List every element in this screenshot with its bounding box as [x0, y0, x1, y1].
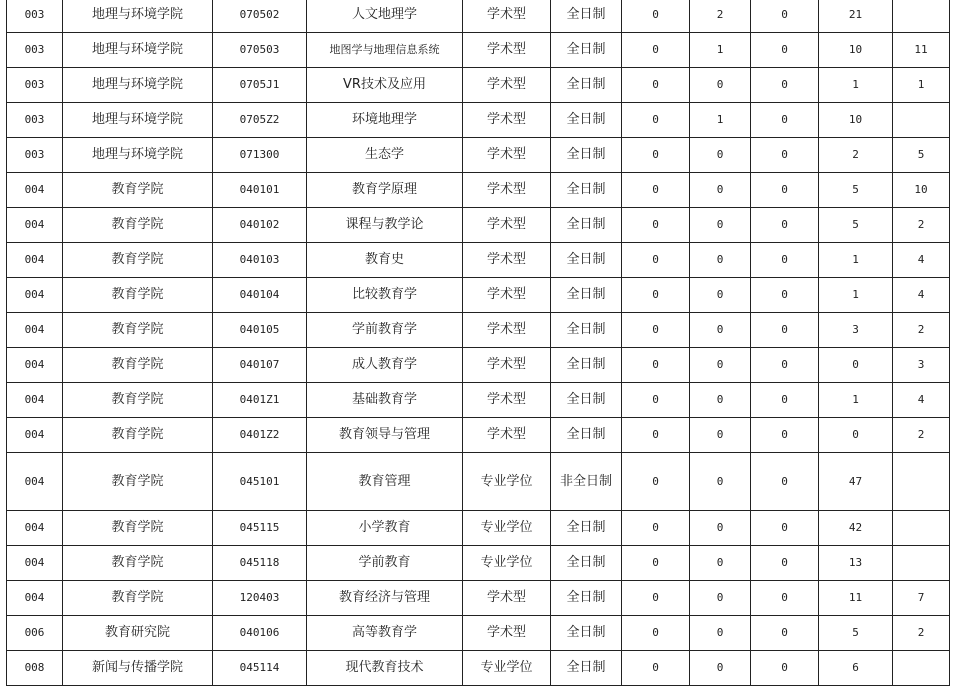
dept-name-cell: 教育学院 [63, 173, 213, 208]
study-mode-cell: 全日制 [551, 208, 622, 243]
study-mode-cell: 全日制 [551, 546, 622, 581]
major-code-cell: 0705Z2 [213, 103, 307, 138]
count-col-3-cell: 0 [751, 313, 819, 348]
count-col-1-cell: 0 [622, 418, 690, 453]
table-row [7, 418, 950, 453]
count-col-5-cell [893, 0, 950, 33]
major-code-cell: 040101 [213, 173, 307, 208]
count-col-5-cell [893, 103, 950, 138]
count-col-5-cell: 1 [893, 68, 950, 103]
count-col-5-cell: 10 [893, 173, 950, 208]
count-col-2-cell: 0 [690, 616, 751, 651]
count-col-2-cell: 0 [690, 348, 751, 383]
dept-name-cell: 教育学院 [63, 418, 213, 453]
count-col-3-cell: 0 [751, 208, 819, 243]
study-mode-cell: 全日制 [551, 138, 622, 173]
count-col-2-cell: 2 [690, 0, 751, 33]
count-col-1-cell: 0 [622, 208, 690, 243]
count-col-2-cell: 0 [690, 68, 751, 103]
count-col-3-cell: 0 [751, 651, 819, 686]
degree-type-cell: 专业学位 [463, 511, 551, 546]
degree-type-cell: 学术型 [463, 616, 551, 651]
dept-code-cell: 008 [7, 651, 63, 686]
table-row [7, 546, 950, 581]
study-mode-cell: 全日制 [551, 616, 622, 651]
count-col-2-cell: 0 [690, 383, 751, 418]
count-col-4-cell: 21 [819, 0, 893, 33]
count-col-1-cell: 0 [622, 546, 690, 581]
count-col-2-cell: 0 [690, 243, 751, 278]
degree-type-cell: 专业学位 [463, 651, 551, 686]
major-name-cell: 现代教育技术 [307, 651, 463, 686]
dept-code-cell: 004 [7, 243, 63, 278]
count-col-5-cell: 2 [893, 313, 950, 348]
degree-type-cell: 学术型 [463, 208, 551, 243]
table-row [7, 103, 950, 138]
major-code-cell: 040102 [213, 208, 307, 243]
count-col-1-cell: 0 [622, 33, 690, 68]
dept-code-cell: 004 [7, 453, 63, 511]
count-col-3-cell: 0 [751, 33, 819, 68]
major-name-cell: 小学教育 [307, 511, 463, 546]
major-code-cell: 040104 [213, 278, 307, 313]
count-col-2-cell: 0 [690, 138, 751, 173]
table-row [7, 208, 950, 243]
count-col-4-cell: 1 [819, 383, 893, 418]
count-col-2-cell: 0 [690, 418, 751, 453]
table-row [7, 138, 950, 173]
count-col-1-cell: 0 [622, 651, 690, 686]
dept-code-cell: 004 [7, 581, 63, 616]
dept-name-cell: 教育学院 [63, 243, 213, 278]
major-code-cell: 0401Z2 [213, 418, 307, 453]
dept-code-cell: 004 [7, 546, 63, 581]
study-mode-cell: 全日制 [551, 0, 622, 33]
count-col-3-cell: 0 [751, 173, 819, 208]
count-col-1-cell: 0 [622, 348, 690, 383]
count-col-1-cell: 0 [622, 243, 690, 278]
table-row [7, 581, 950, 616]
count-col-1-cell: 0 [622, 68, 690, 103]
degree-type-cell: 学术型 [463, 418, 551, 453]
dept-code-cell: 004 [7, 278, 63, 313]
dept-code-cell: 003 [7, 138, 63, 173]
study-mode-cell: 全日制 [551, 103, 622, 138]
major-code-cell: 045115 [213, 511, 307, 546]
study-mode-cell: 全日制 [551, 68, 622, 103]
major-name-cell: VR技术及应用 [307, 68, 463, 103]
major-name-cell: 教育学原理 [307, 173, 463, 208]
major-name-cell: 学前教育 [307, 546, 463, 581]
count-col-4-cell: 1 [819, 68, 893, 103]
degree-type-cell: 学术型 [463, 278, 551, 313]
dept-code-cell: 004 [7, 313, 63, 348]
table-row [7, 33, 950, 68]
major-name-cell: 基础教育学 [307, 383, 463, 418]
dept-name-cell: 教育学院 [63, 453, 213, 511]
dept-name-cell: 地理与环境学院 [63, 103, 213, 138]
count-col-4-cell: 6 [819, 651, 893, 686]
count-col-1-cell: 0 [622, 453, 690, 511]
table-row [7, 651, 950, 686]
dept-name-cell: 教育研究院 [63, 616, 213, 651]
table-row [7, 511, 950, 546]
study-mode-cell: 全日制 [551, 511, 622, 546]
count-col-2-cell: 0 [690, 208, 751, 243]
count-col-3-cell: 0 [751, 383, 819, 418]
count-col-1-cell: 0 [622, 173, 690, 208]
dept-code-cell: 004 [7, 383, 63, 418]
count-col-4-cell: 10 [819, 103, 893, 138]
dept-name-cell: 教育学院 [63, 348, 213, 383]
dept-name-cell: 地理与环境学院 [63, 0, 213, 33]
major-name-cell: 教育管理 [307, 453, 463, 511]
major-code-cell: 0705J1 [213, 68, 307, 103]
degree-type-cell: 学术型 [463, 313, 551, 348]
study-mode-cell: 全日制 [551, 33, 622, 68]
count-col-1-cell: 0 [622, 0, 690, 33]
dept-name-cell: 教育学院 [63, 208, 213, 243]
count-col-2-cell: 0 [690, 313, 751, 348]
dept-name-cell: 教育学院 [63, 278, 213, 313]
count-col-2-cell: 1 [690, 103, 751, 138]
count-col-4-cell: 2 [819, 138, 893, 173]
dept-name-cell: 教育学院 [63, 383, 213, 418]
major-name-cell: 教育经济与管理 [307, 581, 463, 616]
count-col-1-cell: 0 [622, 511, 690, 546]
count-col-1-cell: 0 [622, 103, 690, 138]
count-col-3-cell: 0 [751, 453, 819, 511]
count-col-4-cell: 0 [819, 418, 893, 453]
major-code-cell: 0401Z1 [213, 383, 307, 418]
count-col-3-cell: 0 [751, 511, 819, 546]
table-row [7, 383, 950, 418]
count-col-5-cell: 2 [893, 418, 950, 453]
count-col-3-cell: 0 [751, 546, 819, 581]
dept-name-cell: 地理与环境学院 [63, 138, 213, 173]
count-col-5-cell: 4 [893, 383, 950, 418]
dept-name-cell: 教育学院 [63, 546, 213, 581]
study-mode-cell: 全日制 [551, 313, 622, 348]
count-col-2-cell: 0 [690, 546, 751, 581]
dept-name-cell: 教育学院 [63, 313, 213, 348]
study-mode-cell: 全日制 [551, 383, 622, 418]
study-mode-cell: 非全日制 [551, 453, 622, 511]
count-col-5-cell [893, 546, 950, 581]
count-col-1-cell: 0 [622, 581, 690, 616]
count-col-3-cell: 0 [751, 616, 819, 651]
study-mode-cell: 全日制 [551, 243, 622, 278]
dept-code-cell: 003 [7, 0, 63, 33]
count-col-5-cell [893, 511, 950, 546]
count-col-3-cell: 0 [751, 418, 819, 453]
count-col-3-cell: 0 [751, 68, 819, 103]
count-col-4-cell: 5 [819, 173, 893, 208]
table-row [7, 453, 950, 511]
major-name-cell: 环境地理学 [307, 103, 463, 138]
count-col-3-cell: 0 [751, 0, 819, 33]
major-code-cell: 045114 [213, 651, 307, 686]
count-col-2-cell: 0 [690, 581, 751, 616]
major-code-cell: 070503 [213, 33, 307, 68]
major-name-cell: 成人教育学 [307, 348, 463, 383]
degree-type-cell: 学术型 [463, 383, 551, 418]
admissions-table [6, 0, 950, 686]
major-name-cell: 人文地理学 [307, 0, 463, 33]
degree-type-cell: 学术型 [463, 348, 551, 383]
count-col-5-cell: 2 [893, 616, 950, 651]
count-col-3-cell: 0 [751, 103, 819, 138]
count-col-4-cell: 0 [819, 348, 893, 383]
major-name-cell: 课程与教学论 [307, 208, 463, 243]
table-row [7, 348, 950, 383]
count-col-5-cell [893, 651, 950, 686]
degree-type-cell: 学术型 [463, 581, 551, 616]
study-mode-cell: 全日制 [551, 173, 622, 208]
count-col-2-cell: 0 [690, 651, 751, 686]
count-col-3-cell: 0 [751, 243, 819, 278]
dept-code-cell: 004 [7, 348, 63, 383]
count-col-1-cell: 0 [622, 383, 690, 418]
dept-name-cell: 新闻与传播学院 [63, 651, 213, 686]
major-code-cell: 045101 [213, 453, 307, 511]
table-row [7, 313, 950, 348]
major-code-cell: 045118 [213, 546, 307, 581]
count-col-5-cell [893, 453, 950, 511]
count-col-3-cell: 0 [751, 581, 819, 616]
count-col-4-cell: 5 [819, 208, 893, 243]
study-mode-cell: 全日制 [551, 651, 622, 686]
count-col-3-cell: 0 [751, 348, 819, 383]
degree-type-cell: 学术型 [463, 173, 551, 208]
degree-type-cell: 学术型 [463, 68, 551, 103]
table-row [7, 616, 950, 651]
major-code-cell: 040107 [213, 348, 307, 383]
major-name-cell: 教育史 [307, 243, 463, 278]
dept-code-cell: 004 [7, 418, 63, 453]
table-row [7, 243, 950, 278]
dept-code-cell: 004 [7, 208, 63, 243]
degree-type-cell: 专业学位 [463, 546, 551, 581]
dept-code-cell: 003 [7, 68, 63, 103]
major-name-cell: 教育领导与管理 [307, 418, 463, 453]
count-col-1-cell: 0 [622, 278, 690, 313]
count-col-4-cell: 11 [819, 581, 893, 616]
count-col-5-cell: 4 [893, 243, 950, 278]
table-row [7, 278, 950, 313]
degree-type-cell: 学术型 [463, 138, 551, 173]
count-col-2-cell: 0 [690, 278, 751, 313]
dept-code-cell: 003 [7, 33, 63, 68]
major-name-cell: 地图学与地理信息系统 [307, 33, 463, 68]
count-col-2-cell: 0 [690, 511, 751, 546]
dept-code-cell: 006 [7, 616, 63, 651]
table-row [7, 0, 950, 33]
dept-name-cell: 地理与环境学院 [63, 33, 213, 68]
major-name-cell: 高等教育学 [307, 616, 463, 651]
count-col-2-cell: 1 [690, 33, 751, 68]
study-mode-cell: 全日制 [551, 278, 622, 313]
degree-type-cell: 学术型 [463, 0, 551, 33]
count-col-4-cell: 47 [819, 453, 893, 511]
dept-code-cell: 003 [7, 103, 63, 138]
count-col-4-cell: 1 [819, 243, 893, 278]
degree-type-cell: 学术型 [463, 243, 551, 278]
major-code-cell: 120403 [213, 581, 307, 616]
dept-code-cell: 004 [7, 173, 63, 208]
degree-type-cell: 专业学位 [463, 453, 551, 511]
count-col-5-cell: 4 [893, 278, 950, 313]
count-col-5-cell: 7 [893, 581, 950, 616]
count-col-3-cell: 0 [751, 278, 819, 313]
count-col-5-cell: 2 [893, 208, 950, 243]
study-mode-cell: 全日制 [551, 348, 622, 383]
count-col-5-cell: 11 [893, 33, 950, 68]
count-col-4-cell: 1 [819, 278, 893, 313]
count-col-1-cell: 0 [622, 616, 690, 651]
major-code-cell: 070502 [213, 0, 307, 33]
count-col-2-cell: 0 [690, 453, 751, 511]
count-col-4-cell: 5 [819, 616, 893, 651]
major-code-cell: 040106 [213, 616, 307, 651]
count-col-3-cell: 0 [751, 138, 819, 173]
study-mode-cell: 全日制 [551, 418, 622, 453]
count-col-4-cell: 3 [819, 313, 893, 348]
count-col-5-cell: 3 [893, 348, 950, 383]
major-code-cell: 040103 [213, 243, 307, 278]
dept-code-cell: 004 [7, 511, 63, 546]
major-name-cell: 比较教育学 [307, 278, 463, 313]
table-row [7, 68, 950, 103]
dept-name-cell: 教育学院 [63, 511, 213, 546]
table-row [7, 173, 950, 208]
major-code-cell: 040105 [213, 313, 307, 348]
count-col-5-cell: 5 [893, 138, 950, 173]
degree-type-cell: 学术型 [463, 33, 551, 68]
degree-type-cell: 学术型 [463, 103, 551, 138]
count-col-4-cell: 13 [819, 546, 893, 581]
count-col-1-cell: 0 [622, 138, 690, 173]
study-mode-cell: 全日制 [551, 581, 622, 616]
count-col-4-cell: 42 [819, 511, 893, 546]
dept-name-cell: 地理与环境学院 [63, 68, 213, 103]
major-name-cell: 学前教育学 [307, 313, 463, 348]
dept-name-cell: 教育学院 [63, 581, 213, 616]
count-col-2-cell: 0 [690, 173, 751, 208]
count-col-4-cell: 10 [819, 33, 893, 68]
major-name-cell: 生态学 [307, 138, 463, 173]
major-code-cell: 071300 [213, 138, 307, 173]
count-col-1-cell: 0 [622, 313, 690, 348]
